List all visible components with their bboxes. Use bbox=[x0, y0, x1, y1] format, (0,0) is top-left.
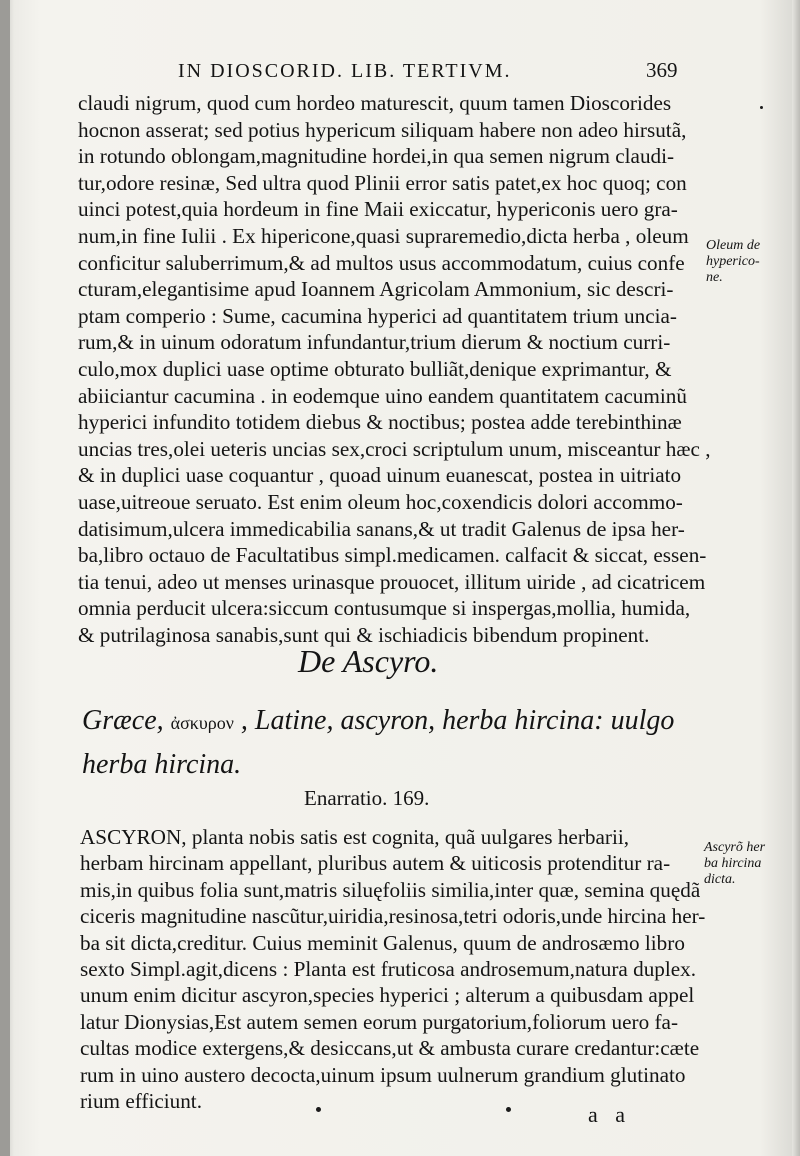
body-line: datisimum,ulcera immedicabilia sanans,& ut tradit Galenus de ipsa her- bbox=[78, 516, 685, 541]
margin-note-line: hyperico- bbox=[706, 254, 760, 269]
body-line: hocnon asserat; sed potius hypericum siliquam habere non adeo hirsutã, bbox=[78, 117, 687, 142]
names-suffix: , Latine, ascyron, herba hircina: uulgo bbox=[240, 705, 675, 736]
body-line: uase,uitreoue seruato. Est enim oleum hoc,coxendicis dolori accommo- bbox=[78, 489, 683, 514]
body-line: ciceris magnitudine nascũtur,uiridia,resinosa,tetri odoris,unde hircina her- bbox=[80, 904, 706, 929]
body-line: ptam comperio : Sume, cacumina hyperici ad quantitatem trium uncia- bbox=[78, 303, 677, 328]
body-line: rium efficiunt. bbox=[80, 1089, 202, 1114]
body-line: uncias tres,olei ueteris uncias sex,croci scriptulum unum, misceantur hæc , bbox=[78, 436, 711, 461]
body-line: num,in fine Iulii . Ex hipericone,quasi supraremedio,dicta herba , oleum bbox=[78, 223, 689, 248]
enarratio-heading: Enarratio. 169. bbox=[304, 786, 430, 810]
body-line: sexto Simpl.agit,dicens : Planta est fruticosa androsemum,natura duplex. bbox=[80, 957, 697, 982]
margin-note-line: ba hircina bbox=[704, 856, 762, 871]
signature-mark: a a bbox=[588, 1102, 632, 1127]
body-line: hyperici infundito totidem diebus & noctibus; postea adde terebinthinæ bbox=[78, 410, 682, 435]
body-line: tia tenui, adeo ut menses urinasque prouocet, illitum uiride , ad cicatricem bbox=[78, 569, 706, 594]
names-prefix: Græce, bbox=[82, 705, 164, 736]
section-title: De Ascyro. bbox=[298, 643, 439, 679]
body-line: ba,libro octauo de Facultatibus simpl.medicamen. calfacit & siccat, essen- bbox=[78, 543, 707, 568]
body-line: rum in uino austero decocta,uinum ipsum uulnerum grandium glutinato bbox=[80, 1062, 686, 1087]
body-line: in rotundo oblongam,magnitudine hordei,in qua semen nigrum claudi- bbox=[78, 144, 675, 169]
margin-note-line: Oleum de bbox=[706, 238, 761, 253]
body-line: abiiciantur cacumina . in eodemque uino eandem quantitatem cacuminũ bbox=[78, 383, 687, 408]
greek-name: ἀσκυρον bbox=[170, 713, 234, 733]
body-line: unum enim dicitur ascyron,species hyperici ; alterum a quibusdam appel bbox=[80, 983, 695, 1008]
page-edge bbox=[792, 0, 800, 1156]
body-line: ba sit dicta,creditur. Cuius meminit Galenus, quum de androsæmo libro bbox=[80, 930, 685, 955]
plant-names bbox=[82, 700, 722, 786]
margin-note-line: dicta. bbox=[704, 872, 736, 887]
body-line: tur,odore resinæ, Sed ultra quod Plinii error satis patet,ex hoc quoq; con bbox=[78, 170, 687, 195]
body-line: claudi nigrum, quod cum hordeo maturescit, quum tamen Dioscorides bbox=[78, 91, 672, 115]
margin-note-line: ne. bbox=[706, 270, 723, 285]
printer-dot bbox=[506, 1107, 511, 1112]
margin-note-ascyro bbox=[704, 840, 765, 888]
body-line: mis,in quibus folia sunt,matris siluęfoliis similia,inter quæ, semina quędã bbox=[80, 877, 701, 902]
binding-gutter bbox=[0, 0, 10, 1156]
body-text-block-2 bbox=[80, 824, 720, 1114]
body-line: latur Dionysias,Est autem semen eorum purgatorium,foliorum uero fa- bbox=[80, 1009, 679, 1034]
body-line: rum,& in uinum odoratum infundantur,trium dierum & noctium curri- bbox=[78, 330, 671, 355]
body-line: cultas modice extergens,& desiccans,ut & ambusta curare credantur:cæte bbox=[80, 1036, 700, 1061]
body-line: & putrilaginosa sanabis,sunt qui & ischiadicis bibendum propinent. bbox=[78, 622, 650, 647]
body-line: herbam hircinam appellant, pluribus autem & uiticosis protenditur ra- bbox=[80, 851, 671, 876]
body-line: cturam,elegantisime apud Ioannem Agricolam Ammonium, sic descri- bbox=[78, 277, 674, 302]
margin-note-oleum bbox=[706, 238, 760, 286]
body-line: omnia perducit ulcera:siccum contusumque si inspergas,mollia, humida, bbox=[78, 596, 691, 621]
printer-dot bbox=[316, 1107, 321, 1112]
body-line: ASCYRON, planta nobis satis est cognita, quã uulgares herbarii, bbox=[80, 825, 630, 849]
plant-names-line-2: herba hircina. bbox=[82, 749, 242, 780]
body-line: uinci potest,quia hordeum in fine Maii exiccatur, hypericonis uero gra- bbox=[78, 197, 678, 222]
body-line: culo,mox duplici uase optime obturato bulliãt,denique exprimantur, & bbox=[78, 356, 672, 381]
body-text-block-1 bbox=[78, 90, 718, 648]
page-number: 369 bbox=[646, 58, 678, 82]
plant-names-line-1 bbox=[82, 700, 722, 744]
running-title: IN DIOSCORID. LIB. TERTIVM. bbox=[178, 60, 512, 82]
margin-note-line: Ascyrõ her bbox=[704, 840, 766, 855]
body-line: conficitur saluberrimum,& ad multos usus accommodatum, cuius confe bbox=[78, 250, 685, 275]
body-line: & in duplici uase coquantur , quoad uinum euanescat, postea in uitriato bbox=[78, 463, 682, 488]
printer-dot bbox=[760, 106, 763, 109]
running-header bbox=[178, 60, 678, 83]
